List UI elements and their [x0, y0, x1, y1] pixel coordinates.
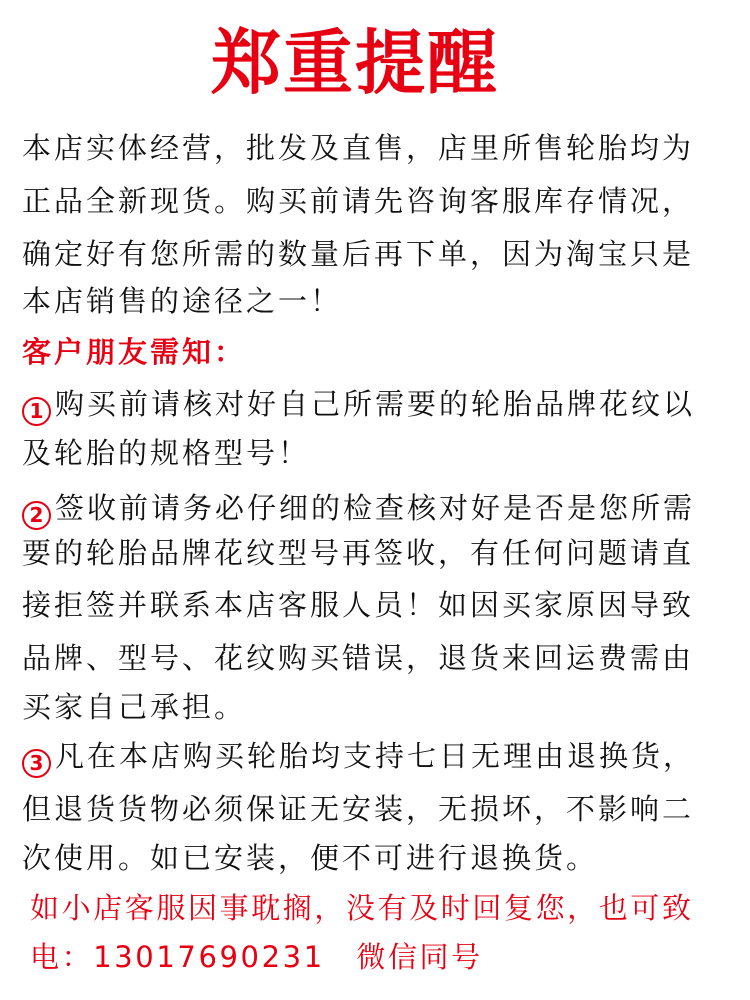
notice-item-2-line: 品牌、型号、花纹购买错误，退货来回运费需由 — [22, 641, 695, 675]
notice-item-2-line: 要的轮胎品牌花纹型号再签收，有任何问题请直 — [22, 536, 695, 570]
notice-item-2-line: 买家自己承担。 — [22, 690, 247, 724]
notice-item-3-line: 次使用。如已安装，便不可进行退换货。 — [22, 841, 599, 875]
number-marker-2: 2 — [22, 501, 51, 530]
notice-title: 郑重提醒 — [211, 22, 499, 104]
intro-line: 正品全新现货。购买前请先咨询客服库存情况， — [22, 184, 695, 218]
intro-line: 本店实体经营，批发及直售，店里所售轮胎均为 — [22, 131, 695, 165]
notice-item-3-line — [22, 730, 742, 782]
notice-item-2-text: 签收前请务必仔细的检查核对好是否是您所需 — [55, 491, 696, 525]
notice-item-2-line: 接拒签并联系本店客服人员！如因买家原因导致 — [22, 588, 695, 622]
intro-line: 确定好有您所需的数量后再下单，因为淘宝只是 — [22, 237, 695, 271]
intro-line: 本店销售的途径之一！ — [22, 284, 343, 318]
notice-item-1-line — [22, 378, 742, 430]
contact-phone-wechat-line: 电：13017690231 微信同号 — [30, 940, 483, 974]
notice-item-3-line: 但退货货物必须保证无安装，无损坏，不影响二 — [22, 792, 695, 826]
notice-item-3-text: 凡在本店购买轮胎均支持七日无理由退换货， — [55, 739, 696, 773]
contact-line: 如小店客服因事耽搁，没有及时回复您，也可致 — [30, 891, 694, 925]
customer-heading: 客户朋友需知： — [22, 335, 247, 369]
number-marker-3: 3 — [22, 749, 51, 778]
number-marker-1: 1 — [22, 397, 51, 426]
notice-item-1-text: 购买前请核对好自己所需要的轮胎品牌花纹以 — [55, 387, 696, 421]
notice-item-1-line: 及轮胎的规格型号！ — [22, 436, 311, 470]
